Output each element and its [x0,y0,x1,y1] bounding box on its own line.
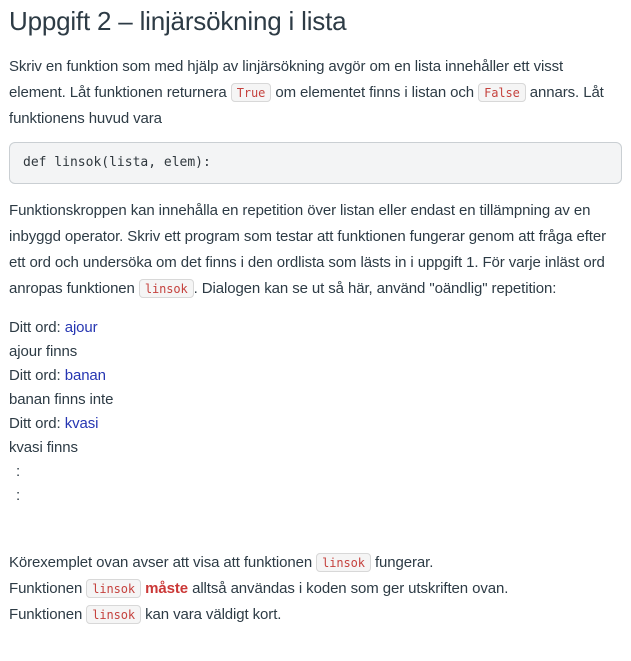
emphasis-word: måste [145,580,188,597]
closing-paragraph [9,550,622,628]
dialog-line-prompt [9,316,622,340]
inline-code-true: True [231,83,272,102]
dialog-prompt: Ditt ord: [9,415,61,432]
inline-code-linsok: linsok [86,605,141,624]
dialog-user-input: banan [64,367,106,384]
closing-text-2: alltså användas i koden som ger utskriften ovan. [192,580,509,597]
dialog-line-ellipsis [9,460,622,484]
intro-text-1: Skriv en funktion som med hjälp av linjärsökning avgör om en lista innehåller ett visst element. Låt funktionen returnera [9,58,564,101]
dialog-prompt: Ditt ord: [9,319,61,336]
body-paragraph [9,198,622,302]
page-title: Uppgift 2 – linjärsökning i lista [9,6,347,36]
dialog-line-output [9,436,622,460]
dialog-user-input: kvasi [64,415,99,432]
body-text-2: . Dialogen kan se ut så här, använd "oändlig" repetition: [193,280,557,297]
dialog-ellipsis: : [16,487,21,504]
dialog-line-ellipsis [9,484,622,508]
closing-text-1: Körexemplet ovan avser att visa att funktionen [9,554,313,571]
intro-paragraph [9,54,622,132]
dialog-user-input: ajour [64,319,98,336]
dialog-output: banan finns inte [9,391,114,408]
dialog-example [9,316,622,508]
closing-line [9,602,622,628]
inline-code-linsok: linsok [86,579,141,598]
closing-text-1: Funktionen [9,606,83,623]
closing-line [9,550,622,576]
closing-text-1: Funktionen [9,580,83,597]
closing-text-2: fungerar. [374,554,434,571]
code-block-text: def linsok(lista, elem): [23,155,211,170]
dialog-line-output [9,340,622,364]
dialog-line-prompt [9,364,622,388]
closing-line [9,576,622,602]
dialog-prompt: Ditt ord: [9,367,61,384]
code-block [9,142,622,184]
dialog-line-output [9,388,622,412]
dialog-line-prompt [9,412,622,436]
dialog-output: kvasi finns [9,439,78,456]
inline-code-false: False [478,83,526,102]
closing-text-2: kan vara väldigt kort. [145,606,282,623]
body-text-1: Funktionskroppen kan innehålla en repetition över listan eller endast en tillämpning av en inbyggd operator. Skriv ett program som testar att funktionen fungerar genom att fråga efter ett ord och undersöka om det finns i den ordlista som lästs in i uppgift 1. För varje inläst ord anropas funktionen [9,202,606,297]
dialog-output: ajour finns [9,343,78,360]
inline-code-linsok: linsok [139,279,194,298]
intro-text-3: annars. Låt funktionens huvud vara [9,84,604,127]
inline-code-linsok: linsok [316,553,371,572]
intro-text-2: om elementet finns i listan och [275,84,475,101]
dialog-ellipsis: : [16,463,21,480]
